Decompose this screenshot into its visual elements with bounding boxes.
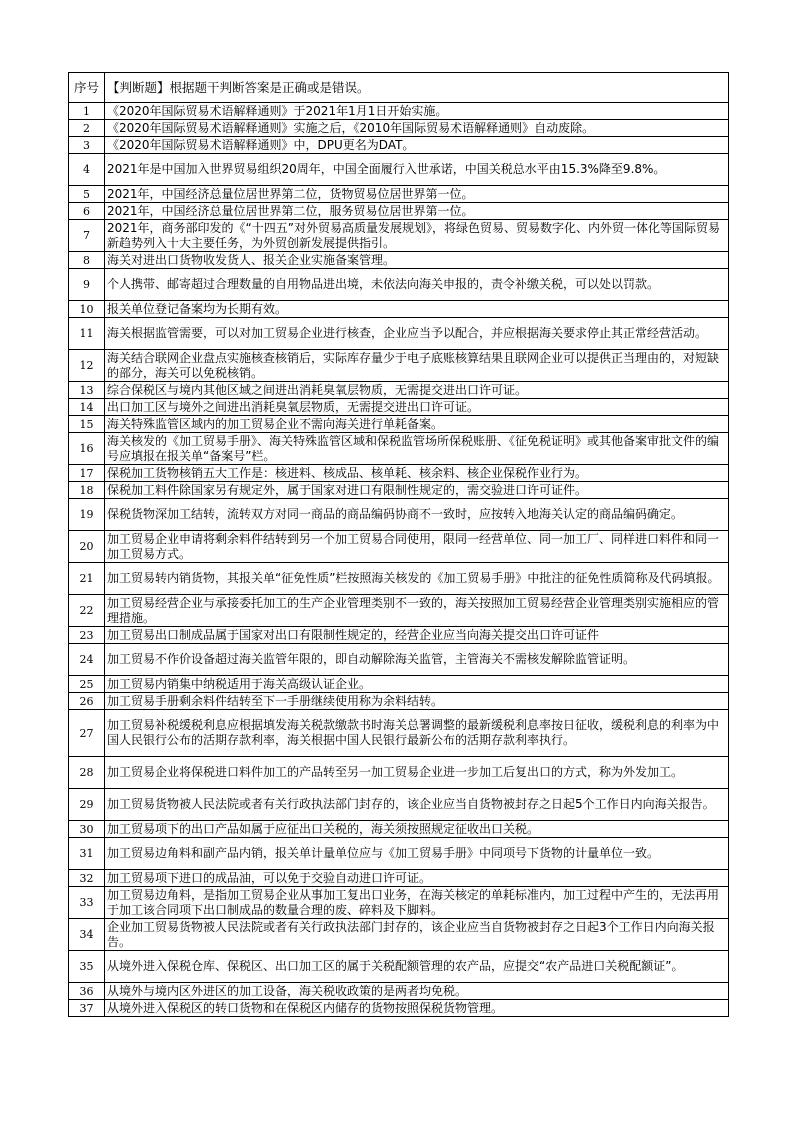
column-header-question: 【判断题】根据题干判断答案是正确或是错误。 [105,73,729,103]
question-text: 海关根据监管需要，可以对加工贸易企业进行核查，企业应当予以配合，并应根据海关要求停止其正常经营活动。 [105,318,729,350]
question-text: 2021年，中国经济总量位居世界第二位，服务贸易位居世界第一位。 [105,203,729,220]
table-row [69,1000,729,1017]
row-number: 30 [69,821,105,838]
question-text: 《2020年国际贸易术语解释通则》实施之后，《2010年国际贸易术语解释通则》自动废除。 [105,120,729,137]
table-row [69,301,729,318]
question-text: 加工贸易内销集中纳税适用于海关高级认证企业。 [105,676,729,693]
row-number: 31 [69,838,105,870]
table-row [69,137,729,154]
question-text: 《2020年国际贸易术语解释通则》中，DPU更名为DAT。 [105,137,729,154]
table-row [69,465,729,482]
table-header-row [69,73,729,103]
row-number: 36 [69,983,105,1000]
question-text: 个人携带、邮寄超过合理数量的自用物品进出境，未依法向海关申报的，责令补缴关税，可以处以罚款。 [105,269,729,301]
row-number: 1 [69,103,105,120]
table-row [69,499,729,531]
question-text: 加工贸易手册剩余料件结转至下一手册继续使用称为余料结转。 [105,693,729,710]
question-text: 加工贸易边角料，是指加工贸易企业从事加工复出口业务，在海关核定的单耗标准内，加工过程中产生的，无法再用于加工该合同项下出口制成品的数量合理的废、碎料及下脚料。 [105,887,729,919]
row-number: 34 [69,919,105,951]
table-row [69,482,729,499]
question-text: 海关结合联网企业盘点实施核查核销后，实际库存量少于电子底账核算结果且联网企业可以提供正当理由的，对短缺的部分，海关可以免税核销。 [105,350,729,382]
question-text: 2021年是中国加入世界贸易组织20周年，中国全面履行入世承诺，中国关税总水平由15.3%降至9.8%。 [105,154,729,186]
question-text: 2021年，中国经济总量位居世界第二位，货物贸易位居世界第一位。 [105,186,729,203]
question-text: 加工贸易企业申请将剩余料件结转到另一个加工贸易合同使用，限同一经营单位、同一加工厂、同样进口料件和同一加工贸易方式。 [105,531,729,563]
table-row [69,887,729,919]
row-number: 3 [69,137,105,154]
row-number: 7 [69,220,105,252]
table-row [69,644,729,676]
row-number: 28 [69,757,105,789]
row-number: 10 [69,301,105,318]
question-text: 加工贸易转内销货物，其报关单“征免性质”栏按照海关核发的《加工贸易手册》中批注的征免性质简称及代码填报。 [105,563,729,595]
question-text: 出口加工区与境外之间进出消耗臭氧层物质，无需提交进出口许可证。 [105,399,729,416]
row-number: 14 [69,399,105,416]
table-row [69,710,729,757]
table-row [69,382,729,399]
table-row [69,821,729,838]
row-number: 23 [69,627,105,644]
question-text: 从境外进入保税仓库、保税区、出口加工区的属于关税配额管理的农产品，应提交“农产品进口关税配额证”。 [105,951,729,983]
row-number: 18 [69,482,105,499]
row-number: 26 [69,693,105,710]
row-number: 25 [69,676,105,693]
row-number: 4 [69,154,105,186]
question-text: 加工贸易项下进口的成品油，可以免于交验自动进口许可证。 [105,870,729,887]
table-row [69,186,729,203]
table-row [69,627,729,644]
question-text: 加工贸易经营企业与承接委托加工的生产企业管理类别不一致的，海关按照加工贸易经营企业管理类别实施相应的管理措施。 [105,595,729,627]
table-row [69,870,729,887]
question-text: 《2020年国际贸易术语解释通则》于2021年1月1日开始实施。 [105,103,729,120]
question-text: 加工贸易项下的出口产品如属于应征出口关税的，海关须按照规定征收出口关税。 [105,821,729,838]
table-row [69,269,729,301]
row-number: 13 [69,382,105,399]
row-number: 5 [69,186,105,203]
row-number: 16 [69,433,105,465]
table-row [69,318,729,350]
table-row [69,531,729,563]
table-row [69,757,729,789]
row-number: 22 [69,595,105,627]
row-number: 29 [69,789,105,821]
table-row [69,676,729,693]
row-number: 33 [69,887,105,919]
question-text: 加工贸易不作价设备超过海关监管年限的，即自动解除海关监管，主管海关不需核发解除监管证明。 [105,644,729,676]
question-text: 加工贸易企业将保税进口料件加工的产品转至另一加工贸易企业进一步加工后复出口的方式，称为外发加工。 [105,757,729,789]
question-text: 海关对进出口货物收发货人、报关企业实施备案管理。 [105,252,729,269]
table-row [69,433,729,465]
table-row [69,203,729,220]
table-row [69,416,729,433]
question-text: 加工贸易出口制成品属于国家对出口有限制性规定的，经营企业应当向海关提交出口许可证件 [105,627,729,644]
column-header-number: 序号 [69,73,105,103]
row-number: 20 [69,531,105,563]
question-text: 加工贸易货物被人民法院或者有关行政执法部门封存的，该企业应当自货物被封存之日起5个工作日内向海关报告。 [105,789,729,821]
row-number: 21 [69,563,105,595]
question-text: 从境外与境内区外进区的加工设备，海关税收政策的是两者均免税。 [105,983,729,1000]
question-table [68,72,729,1017]
table-row [69,595,729,627]
row-number: 19 [69,499,105,531]
row-number: 17 [69,465,105,482]
table-row [69,983,729,1000]
question-text: 报关单位登记备案均为长期有效。 [105,301,729,318]
row-number: 35 [69,951,105,983]
question-text: 保税加工料件除国家另有规定外，属于国家对进口有限制性规定的，需交验进口许可证件。 [105,482,729,499]
question-text: 2021年，商务部印发的《“十四五”对外贸易高质量发展规划》，将绿色贸易、贸易数字化、内外贸一体化等国际贸易新趋势列入十大主要任务，为外贸创新发展提供指引。 [105,220,729,252]
row-number: 8 [69,252,105,269]
row-number: 9 [69,269,105,301]
table-row [69,399,729,416]
question-text: 保税加工货物核销五大工作是：核进料、核成品、核单耗、核余料、核企业保税作业行为。 [105,465,729,482]
table-row [69,350,729,382]
row-number: 11 [69,318,105,350]
row-number: 32 [69,870,105,887]
question-text: 海关核发的《加工贸易手册》、海关特殊监管区域和保税监管场所保税账册、《征免税证明》或其他备案审批文件的编号应填报在报关单“备案号”栏。 [105,433,729,465]
question-text: 保税货物深加工结转，流转双方对同一商品的商品编码协商不一致时，应按转入地海关认定的商品编码确定。 [105,499,729,531]
table-row [69,120,729,137]
table-row [69,252,729,269]
question-sheet [68,72,728,1017]
row-number: 27 [69,710,105,757]
row-number: 2 [69,120,105,137]
table-row [69,563,729,595]
row-number: 24 [69,644,105,676]
table-row [69,154,729,186]
question-text: 综合保税区与境内其他区域之间进出消耗臭氧层物质，无需提交进出口许可证。 [105,382,729,399]
row-number: 6 [69,203,105,220]
row-number: 12 [69,350,105,382]
table-row [69,951,729,983]
question-text: 企业加工贸易货物被人民法院或者有关行政执法部门封存的，该企业应当自货物被封存之日起3个工作日内向海关报告。 [105,919,729,951]
table-row [69,789,729,821]
question-text: 加工贸易边角料和副产品内销，报关单计量单位应与《加工贸易手册》中同项号下货物的计量单位一致。 [105,838,729,870]
table-row [69,919,729,951]
table-row [69,220,729,252]
table-row [69,103,729,120]
row-number: 37 [69,1000,105,1017]
question-text: 从境外进入保税区的转口货物和在保税区内储存的货物按照保税货物管理。 [105,1000,729,1017]
question-text: 海关特殊监管区域内的加工贸易企业不需向海关进行单耗备案。 [105,416,729,433]
table-row [69,838,729,870]
table-row [69,693,729,710]
question-text: 加工贸易补税缓税利息应根据填发海关税款缴款书时海关总署调整的最新缓税利息率按日征收，缓税利息的利率为中国人民银行公布的活期存款利率，海关根据中国人民银行最新公布的活期存款利率执行。 [105,710,729,757]
row-number: 15 [69,416,105,433]
